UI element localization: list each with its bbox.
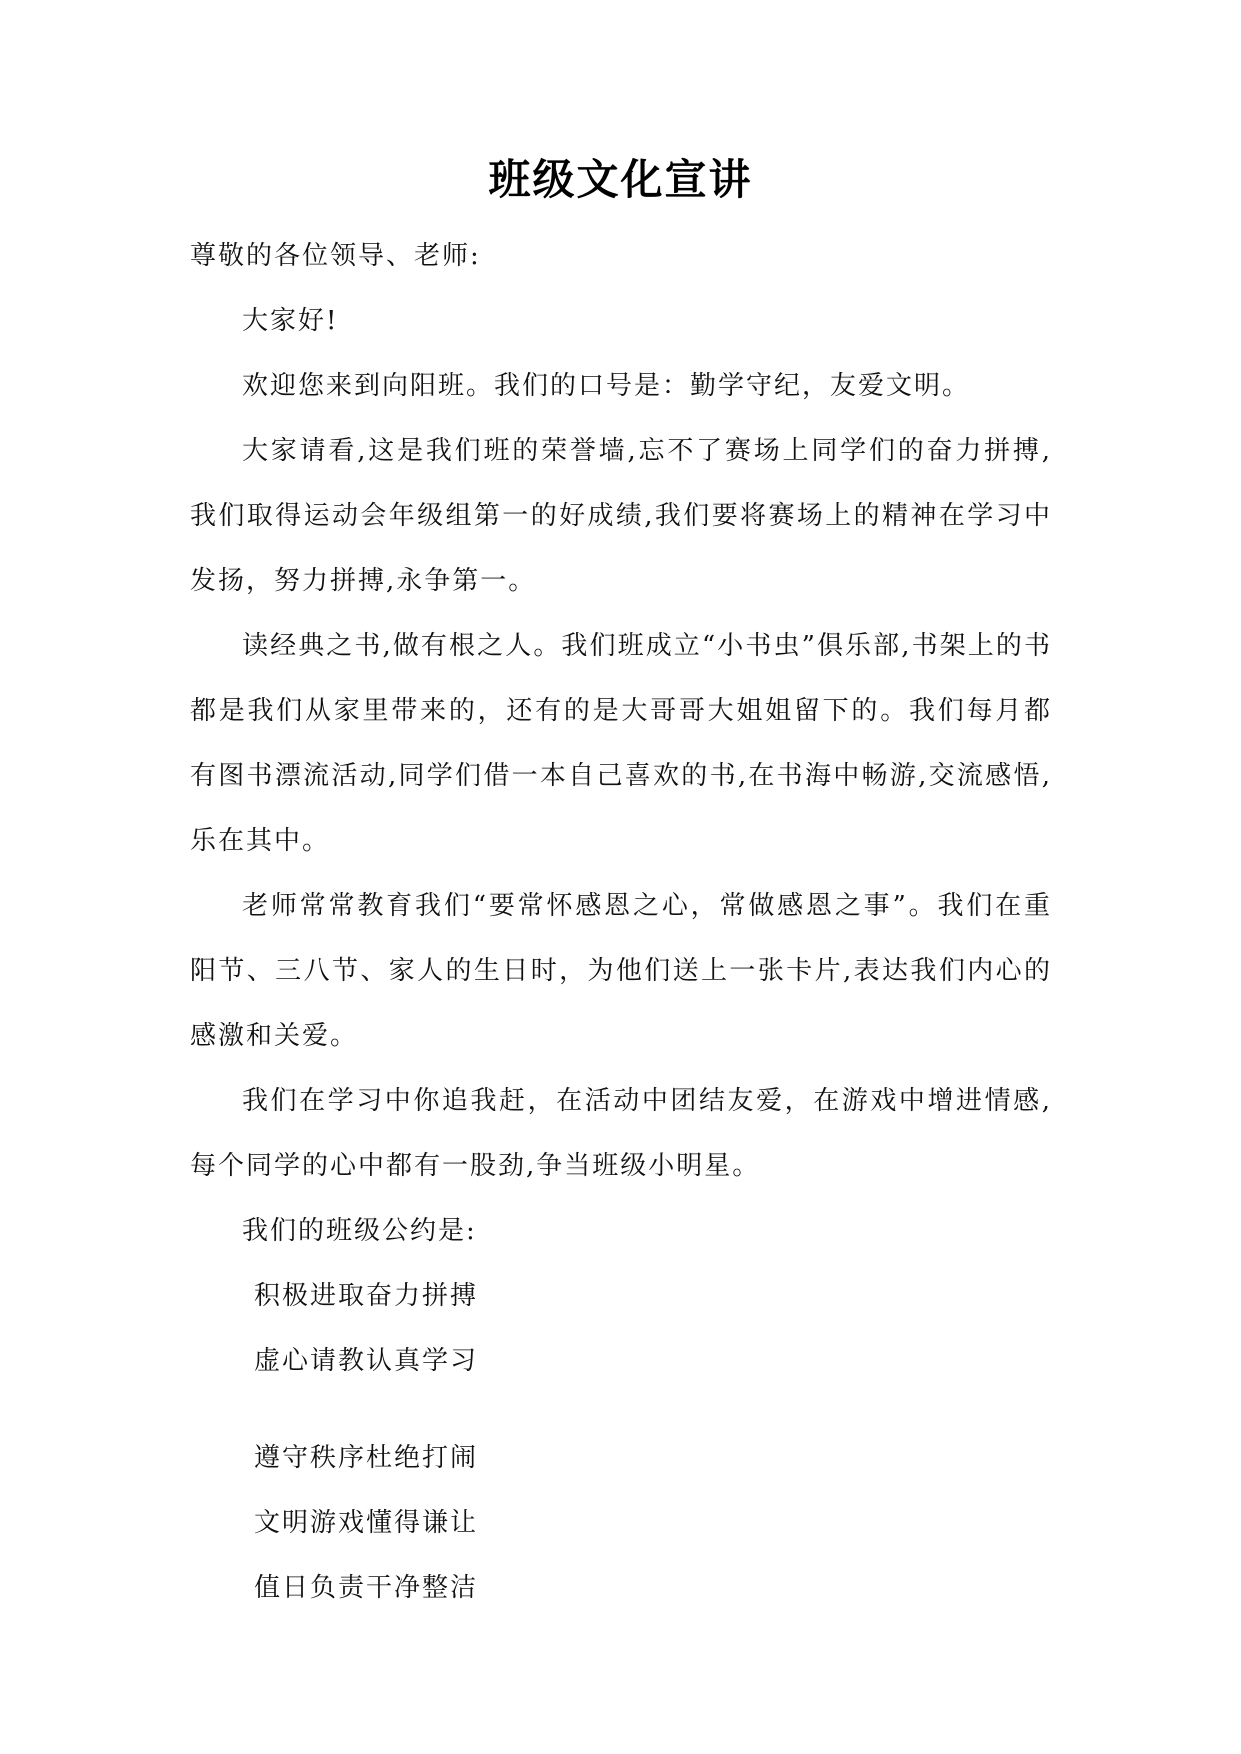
pact-item: 文明游戏懂得谦让: [254, 1508, 479, 1538]
greeting: 大家好!: [242, 306, 339, 336]
pact-item: 积极进取奋力拼搏: [254, 1281, 479, 1311]
salutation: 尊敬的各位领导、老师:: [190, 241, 481, 271]
document-title: 班级文化宣讲: [488, 155, 753, 204]
pact-item: 遵守秩序杜绝打闹: [254, 1443, 479, 1473]
paragraph-book-club: 读经典之书,做有根之人。我们班成立“小书虫”俱乐部,书架上的书都是我们从家里带来的，还有的是大哥哥大姐姐留下的。我们每月都有图书漂流活动,同学们借一本自己喜欢的书,在书海中畅游,交流感悟,乐在其中。: [190, 631, 1052, 856]
pact-gap: [190, 1394, 1052, 1426]
paragraph-teamwork: 我们在学习中你追我赶，在活动中团结友爱，在游戏中增进情感,每个同学的心中都有一股劲,争当班级小明星。: [190, 1086, 1052, 1181]
pact-intro: 我们的班级公约是:: [242, 1216, 477, 1246]
paragraph-honor-wall: 大家请看,这是我们班的荣誉墙,忘不了赛场上同学们的奋力拼搏,我们取得运动会年级组第一的好成绩,我们要将赛场上的精神在学习中发扬，努力拼搏,永争第一。: [190, 436, 1052, 596]
paragraph-gratitude: 老师常常教育我们“要常怀感恩之心，常做感恩之事”。我们在重阳节、三八节、家人的生日时，为他们送上一张卡片,表达我们内心的感激和关爱。: [190, 891, 1052, 1051]
pact-item: 虚心请教认真学习: [254, 1346, 479, 1376]
paragraph-slogan: 欢迎您来到向阳班。我们的口号是：勤学守纪，友爱文明。: [242, 371, 971, 401]
document-body: [190, 224, 1052, 1621]
pact-item: 值日负责干净整洁: [254, 1573, 479, 1603]
